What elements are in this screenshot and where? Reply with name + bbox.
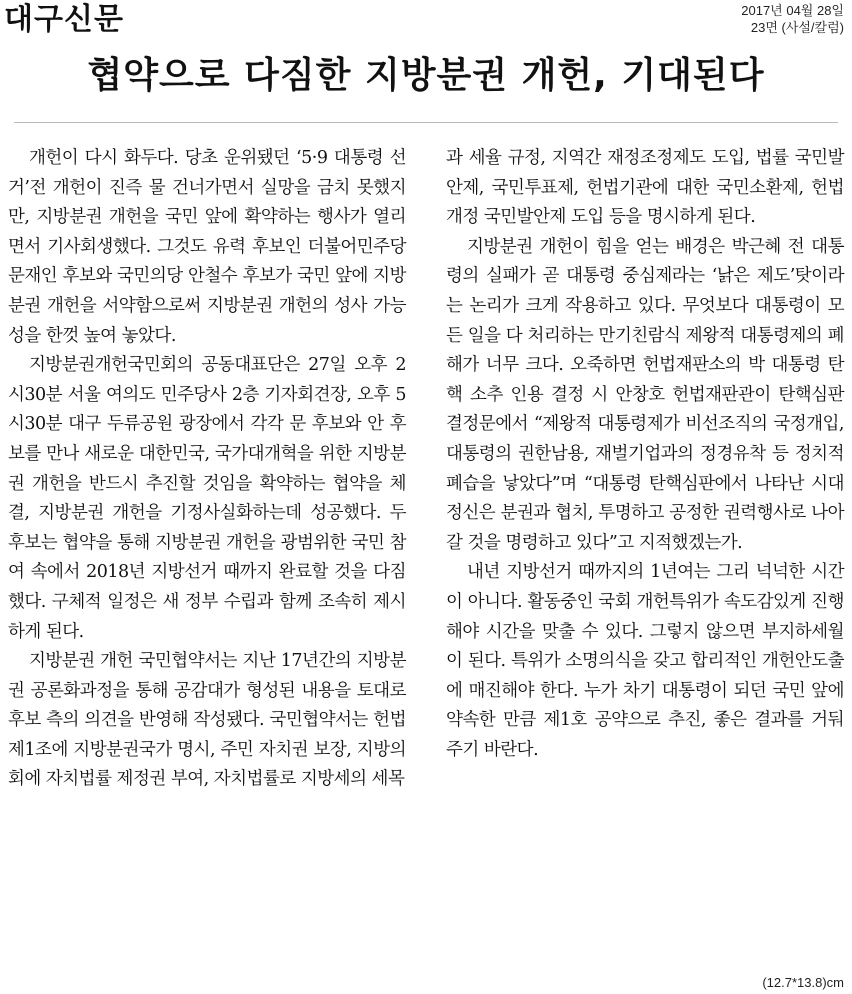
paragraph: 내년 지방선거 때까지의 1년여는 그리 넉넉한 시간이 아니다. 활동중인 국회 개헌특위가 속도감있게 진행해야 시간을 맞출 수 있다. 그렇지 않으면 부지하세월이 된다. 특위가 소명의식을 갖고 합리적인 개헌안도출에 매진해야 한다. 누가 차기 대통령이 되던 국민 앞에 약속한 만큼 제1호 공약으로 추진, 좋은 결과를 거둬 주기 바란다. [446, 562, 844, 760]
header-divider [14, 122, 838, 123]
paragraph: 지방분권 개헌 국민협약서는 지난 17년간의 지방분권 공론화과정을 통해 공감대가 형성된 내용을 토대로 후보 측의 의견을 반영해 작성됐다. 국민협약서는 헌법 제1조에 지방분권국가 명시, 주민 자치권 보장, 지방의회에 자치법률 제정권 부여, 자치법률로 지방세의 세목 [8, 651, 406, 790]
article-column-right [446, 144, 844, 765]
paragraph: 지방분권개헌국민회의 공동대표단은 27일 오후 2시30분 서울 여의도 민주당사 2층 기자회견장, 오후 5시30분 대구 두류공원 광장에서 각각 문 후보와 안 후보를 만나 새로운 대한민국, 국가대개혁을 위한 지방분권 개헌을 반드시 추진할 것임을 확약하는 협약을 체결, 지방분권 개헌을 기정사실화하는데 성공했다. 두 후보는 협약을 통해 지방분권 개헌을 광범위한 국민 참여 속에서 2018년 지방선거 때까지 완료할 것을 다짐했다. 구체적 일정은 새 정부 수립과 함께 조속히 제시하게 된다. [8, 355, 406, 642]
paragraph: 개헌이 다시 화두다. 당초 운위됐던 ‘5·9 대통령 선거’전 개헌이 진즉 물 건너가면서 실망을 금치 못했지만, 지방분권 개헌을 국민 앞에 확약하는 행사가 열리면서 기사회생했다. 그것도 유력 후보인 더불어민주당 문재인 후보와 국민의당 안철수 후보가 국민 앞에 지방분권 개헌을 서약함으로써 지방분권 개헌의 성사 가능성을 한껏 높여 놓았다. [8, 148, 406, 346]
newspaper-logo: 대구신문 [4, 2, 124, 37]
paragraph: 지방분권 개헌이 힘을 얻는 배경은 박근혜 전 대통령의 실패가 곧 대통령 중심제라는 ‘낡은 제도’탓이라는 논리가 크게 작용하고 있다. 무엇보다 대통령이 모든 일을 다 처리하는 만기친람식 제왕적 대통령제의 폐해가 너무 크다. 오죽하면 헌법재판소의 박 대통령 탄핵 소추 인용 결정 시 안창호 헌법재판관이 탄핵심판 결정문에서 “제왕적 대통령제가 비선조직의 국정개입, 대통령의 권한남용, 재벌기업과의 정경유착 등 정치적 폐습을 낳았다”며 “대통령 탄핵심판에서 나타난 시대정신은 분권과 협치, 투명하고 공정한 권력행사로 나아갈 것을 명령하고 있다”고 지적했겠는가. [446, 236, 844, 553]
paragraph-continued: 과 세율 규정, 지역간 재정조정제도 도입, 법률 국민발안제, 국민투표제, 헌법기관에 대한 국민소환제, 헌법개정 국민발안제 도입 등을 명시하게 된다. [446, 148, 844, 228]
page-section: 23면 (사설/칼럼) [750, 20, 844, 35]
article-meta [741, 2, 844, 36]
article-size-note: (12.7*13.8)cm [762, 975, 844, 990]
article-column-left [8, 144, 406, 795]
publish-date: 2017년 04월 28일 [741, 3, 844, 18]
article-headline: 협약으로 다짐한 지방분권 개헌, 기대된다 [87, 55, 765, 96]
